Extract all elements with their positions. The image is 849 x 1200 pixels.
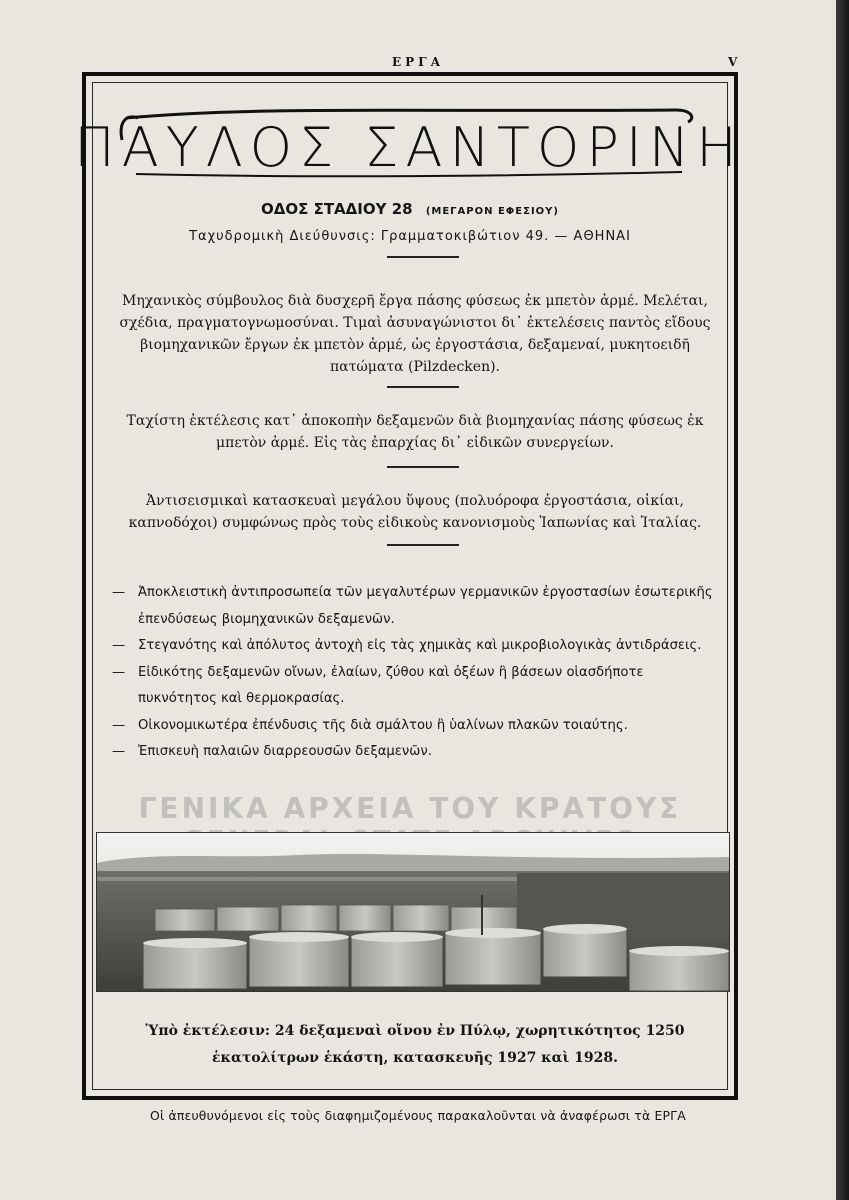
list-item bbox=[112, 713, 720, 740]
paragraph-antiseismic: Ἀντισεισμικαὶ κατασκευαὶ μεγάλου ὕψους (πολυόροφα ἐργοστάσια, οἰκίαι, καπνοδόχοι) συμφώνως πρὸς τοὺς εἰδικοὺς κανονισμοὺς Ἰαπωνίας καὶ Ἰταλίας. bbox=[128, 493, 702, 531]
list-dash: — bbox=[112, 664, 126, 680]
list-item bbox=[112, 739, 720, 766]
divider-rule bbox=[387, 544, 459, 546]
street-address bbox=[82, 200, 738, 218]
list-item bbox=[112, 633, 720, 660]
list-item bbox=[112, 580, 720, 633]
address-main: ΟΔΟΣ ΣΤΑΔΙΟΥ 28 bbox=[261, 200, 413, 218]
postal-address: Ταχυδρομικὴ Διεύθυνσις: Γραμματοκιβώτιον 49. — ΑΘΗΝΑΙ bbox=[189, 229, 631, 244]
footer-note: Οἱ ἀπευθυνόμενοι εἰς τοὺς διαφημιζομένους παρακαλοῦνται νὰ ἀναφέρωσι τὰ ΕΡΓΑ bbox=[150, 1108, 686, 1123]
list-dash: — bbox=[112, 744, 126, 759]
list-dash: — bbox=[112, 638, 126, 653]
paragraph-services: Μηχανικὸς σύμβουλος διὰ δυσχερῆ ἔργα πάσης φύσεως ἐκ μπετὸν ἀρμέ. Μελέται, σχέδια, πραγματογνωμοσύναι. Τιμαὶ ἀσυναγώνιστοι δι᾽ ἐκτελέσεις παντὸς εἴδους βιομηχανικῶν ἔργων ἐκ μπετὸν ἀρμέ, ὡς ἐργοστάσια, δεξαμεναί, μυκητοειδῆ πατώματα (Pilzdecken). bbox=[119, 293, 711, 375]
photo-caption: Ὑπὸ ἐκτέλεσιν: 24 δεξαμεναὶ οἴνου ἐν Πύλῳ, χωρητικότητος 1250 ἑκατολίτρων ἑκάστη, κατασκευῆς 1927 καὶ 1928. bbox=[145, 1023, 685, 1066]
paragraph-tanks: Ταχίστη ἐκτέλεσις κατ᾽ ἀποκοπὴν δεξαμενῶν διὰ βιομηχανίας πάσης φύσεως ἐκ μπετὸν ἀρμέ. Εἰς τὰς ἐπαρχίας δι᾽ εἰδικῶν συνεργείων. bbox=[126, 413, 704, 451]
running-title: ΕΡΓΑ bbox=[392, 55, 444, 69]
wine-tanks-photo bbox=[96, 832, 730, 992]
divider-rule bbox=[387, 466, 459, 468]
address-building: (ΜΕΓΑΡΟΝ ΕΦΕΣΙΟΥ) bbox=[425, 206, 559, 217]
book-spine-edge bbox=[836, 0, 849, 1200]
list-item-text: Ἐπισκευὴ παλαιῶν διαρρεουσῶν δεξαμενῶν. bbox=[138, 744, 432, 759]
list-item-text: Στεγανότης καὶ ἀπόλυτος ἀντοχὴ εἰς τὰς χημικὰς καὶ μικροβιολογικὰς ἀντιδράσεις. bbox=[138, 638, 702, 653]
company-logo bbox=[74, 100, 744, 180]
watermark-greek: ΓΕΝΙΚΑ ΑΡΧΕΙΑ ΤΟΥ ΚΡΑΤΟΥΣ bbox=[138, 792, 682, 825]
list-item bbox=[112, 660, 720, 713]
logo-text: ΠΑΥΛΟΣ ΣΑΝΤΟΡΙΝΗ bbox=[74, 116, 744, 179]
divider-rule bbox=[387, 256, 459, 258]
list-item-text: Ἀποκλειστικὴ ἀντιπροσωπεία τῶν μεγαλυτέρων γερμανικῶν ἐργοστασίων ἐσωτερικῆς ἐπενδύσεως βιομηχανικῶν δεξαμενῶν. bbox=[138, 585, 713, 627]
page-number: V bbox=[728, 55, 738, 69]
list-dash: — bbox=[112, 585, 126, 600]
features-list bbox=[112, 580, 720, 766]
list-item-text: Οἰκονομικωτέρα ἐπένδυσις τῆς διὰ σμάλτου ἢ ὑαλίνων πλακῶν τοιαύτης. bbox=[138, 717, 628, 733]
list-dash: — bbox=[112, 717, 126, 733]
divider-rule bbox=[387, 386, 459, 388]
list-item-text: Εἰδικότης δεξαμενῶν οἴνων, ἐλαίων, ζύθου καὶ ὀξέων ἢ βάσεων οἱασδήποτε πυκνότητος καὶ θερμοκρασίας. bbox=[138, 664, 644, 706]
